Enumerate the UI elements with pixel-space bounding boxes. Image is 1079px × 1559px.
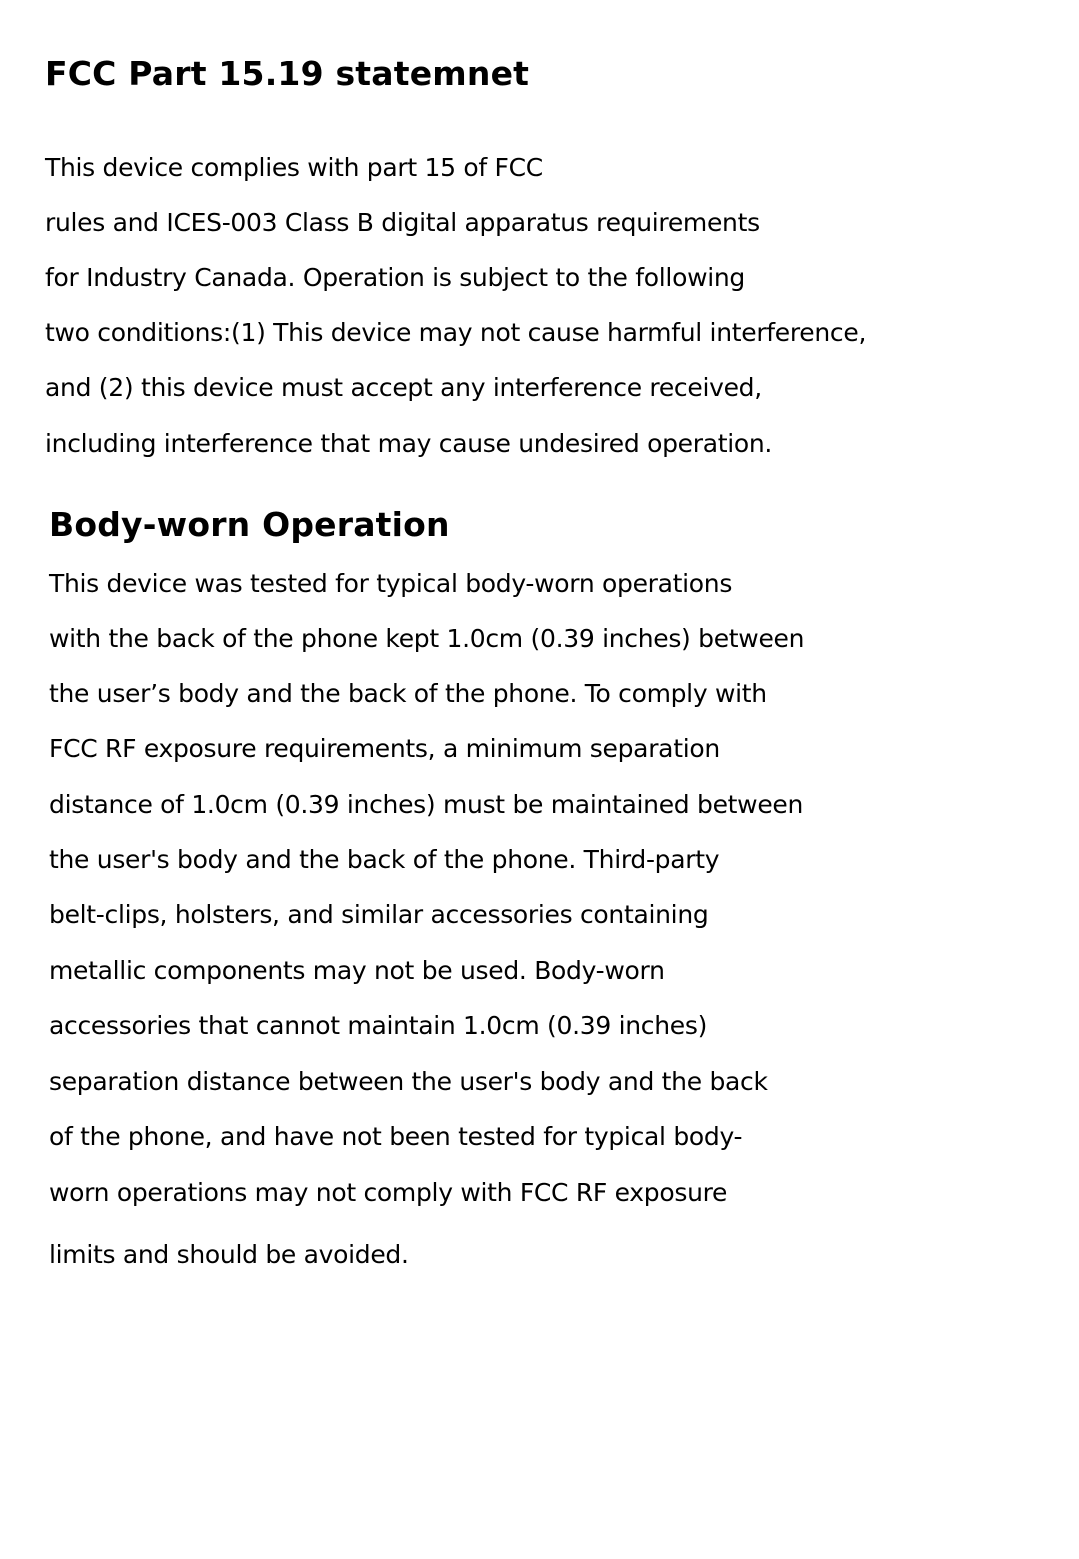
paragraph-line: separation distance between the user's body and the back (49, 1067, 768, 1096)
paragraph-line: limits and should be avoided. (49, 1240, 409, 1269)
paragraph-line: distance of 1.0cm (0.39 inches) must be maintained between (49, 790, 804, 819)
paragraph-line: for Industry Canada. Operation is subject to the following (45, 263, 745, 292)
paragraph-line: FCC RF exposure requirements, a minimum separation (49, 734, 720, 763)
paragraph-line: This device complies with part 15 of FCC (45, 153, 543, 182)
paragraph-line: the user’s body and the back of the phone. To comply with (49, 679, 767, 708)
section-heading-fcc-statement: FCC Part 15.19 statemnet (45, 54, 530, 93)
paragraph-line: belt-clips, holsters, and similar accessories containing (49, 900, 709, 929)
paragraph-line: with the back of the phone kept 1.0cm (0.39 inches) between (49, 624, 805, 653)
paragraph-line: including interference that may cause undesired operation. (45, 429, 773, 458)
paragraph-line: and (2) this device must accept any interference received, (45, 373, 762, 402)
section-heading-body-worn: Body-worn Operation (49, 505, 450, 544)
paragraph-line: of the phone, and have not been tested for typical body- (49, 1122, 743, 1151)
paragraph-line: worn operations may not comply with FCC RF exposure (49, 1178, 728, 1207)
paragraph-line: two conditions:(1) This device may not cause harmful interference, (45, 318, 867, 347)
paragraph-line: accessories that cannot maintain 1.0cm (0.39 inches) (49, 1011, 708, 1040)
paragraph-line: metallic components may not be used. Body-worn (49, 956, 665, 985)
paragraph-line: This device was tested for typical body-worn operations (49, 569, 733, 598)
paragraph-line: rules and ICES-003 Class B digital apparatus requirements (45, 208, 760, 237)
paragraph-line: the user's body and the back of the phone. Third-party (49, 845, 720, 874)
